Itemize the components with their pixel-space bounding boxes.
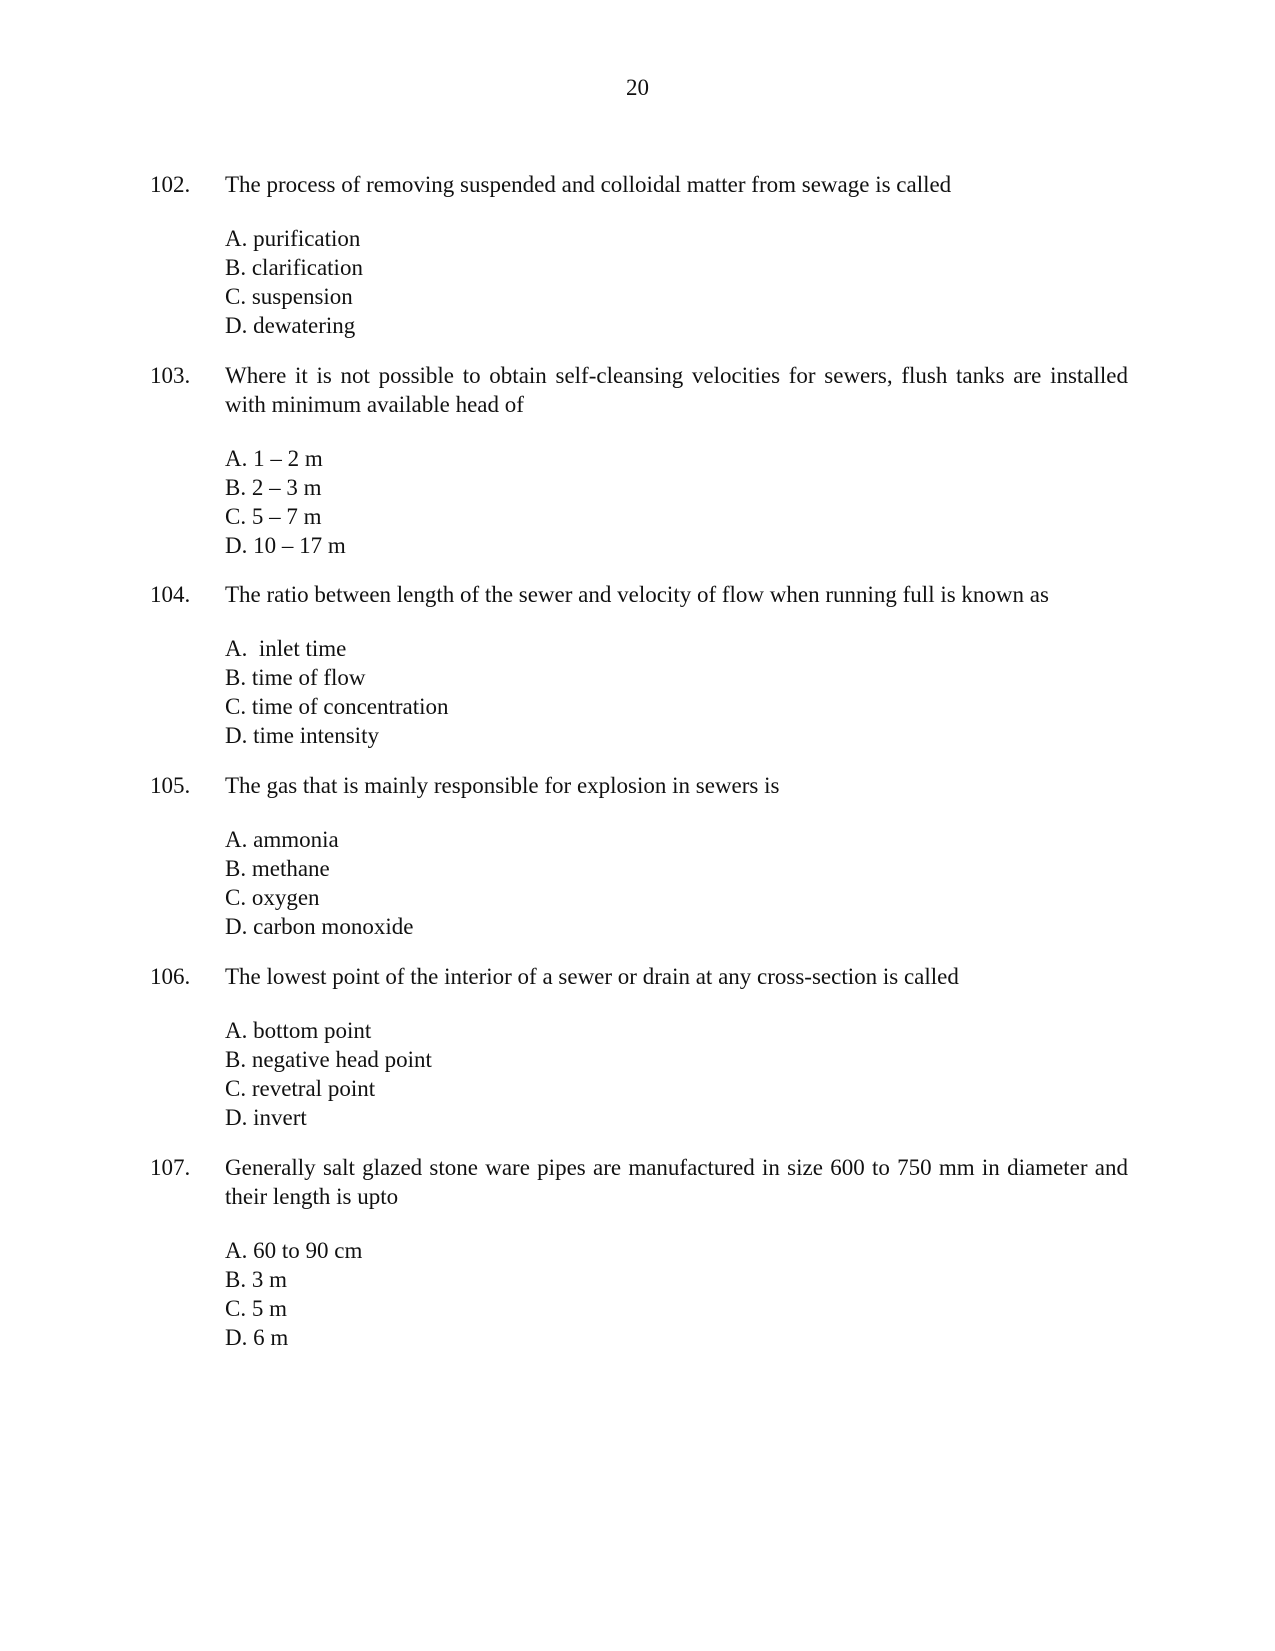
- question-number: 107.: [150, 1155, 191, 1180]
- option-c: C. 5 – 7 m: [225, 504, 322, 529]
- option-c: C. time of concentration: [225, 694, 449, 719]
- question-text: Generally salt glazed stone ware pipes are manufactured in size 600 to 750 mm in diameter and their length is upto: [225, 1155, 1128, 1209]
- question-text: The ratio between length of the sewer and velocity of flow when running full is known as: [225, 582, 1049, 607]
- option-b: B. negative head point: [225, 1047, 432, 1072]
- option-d: D. 6 m: [225, 1325, 289, 1350]
- page-number: 20: [626, 75, 649, 100]
- options-list: [225, 224, 1128, 340]
- question-number: 104.: [150, 582, 191, 607]
- question-number: 105.: [150, 773, 191, 798]
- option-a: A. 60 to 90 cm: [225, 1238, 363, 1263]
- question-number: 102.: [150, 172, 191, 197]
- question-104: [150, 580, 1128, 750]
- options-list: [225, 1236, 1128, 1352]
- option-d: D. carbon monoxide: [225, 914, 414, 939]
- question-102: [150, 170, 1128, 340]
- question-number: 103.: [150, 363, 191, 388]
- options-list: [225, 1016, 1128, 1132]
- option-c: C. 5 m: [225, 1296, 287, 1321]
- option-c: C. oxygen: [225, 885, 320, 910]
- question-106: [150, 962, 1128, 1132]
- question-103: [150, 361, 1128, 560]
- option-c: C. revetral point: [225, 1076, 376, 1101]
- option-c: C. suspension: [225, 284, 353, 309]
- option-b: B. clarification: [225, 255, 363, 280]
- option-a: A. inlet time: [225, 636, 347, 661]
- option-d: D. 10 – 17 m: [225, 533, 346, 558]
- option-a: A. 1 – 2 m: [225, 446, 323, 471]
- options-list: [225, 825, 1128, 941]
- option-d: D. invert: [225, 1105, 307, 1130]
- option-a: A. ammonia: [225, 827, 339, 852]
- option-b: B. time of flow: [225, 665, 366, 690]
- option-b: B. 3 m: [225, 1267, 287, 1292]
- option-a: A. bottom point: [225, 1018, 372, 1043]
- options-list: [225, 634, 1128, 750]
- question-text: The gas that is mainly responsible for explosion in sewers is: [225, 773, 780, 798]
- option-b: B. methane: [225, 856, 330, 881]
- option-d: D. time intensity: [225, 723, 379, 748]
- question-107: [150, 1153, 1128, 1352]
- question-text: Where it is not possible to obtain self-cleansing velocities for sewers, flush tanks are installed with minimum available head of: [225, 363, 1128, 417]
- question-text: The process of removing suspended and colloidal matter from sewage is called: [225, 172, 952, 197]
- question-text: The lowest point of the interior of a sewer or drain at any cross-section is called: [225, 964, 959, 989]
- question-105: [150, 771, 1128, 941]
- option-b: B. 2 – 3 m: [225, 475, 322, 500]
- question-number: 106.: [150, 964, 191, 989]
- option-d: D. dewatering: [225, 313, 356, 338]
- option-a: A. purification: [225, 226, 361, 251]
- options-list: [225, 444, 1128, 560]
